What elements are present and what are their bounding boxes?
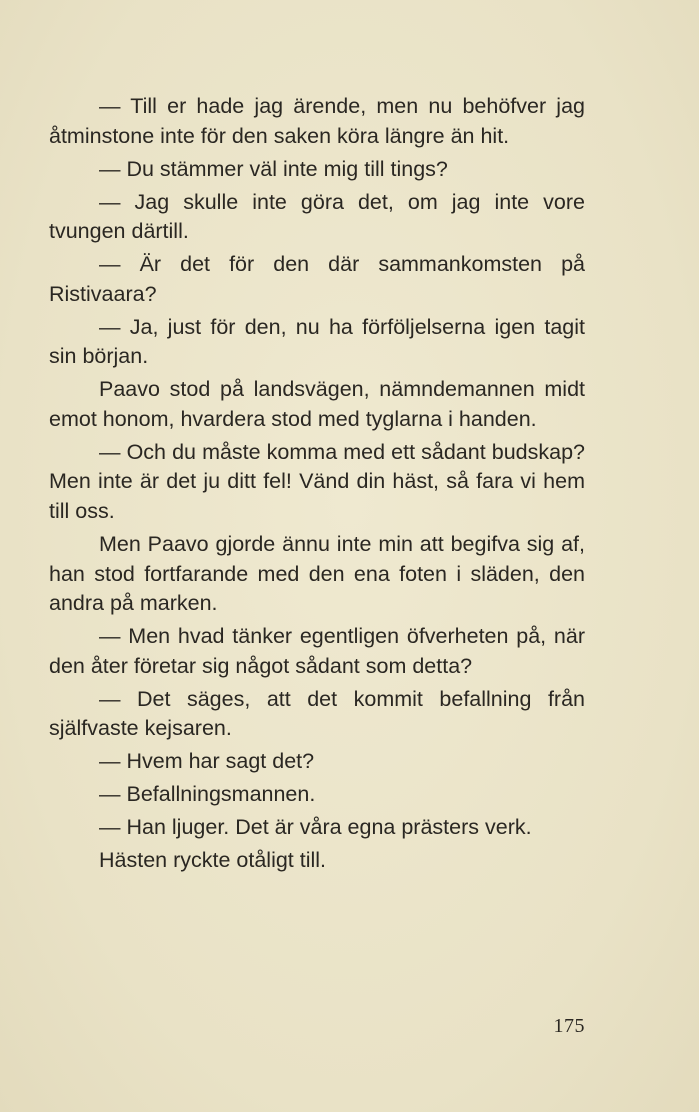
paragraph: — Och du måste komma med ett sådant budskap? Men inte är det ju ditt fel! Vänd din häst, så fara vi hem till oss. bbox=[49, 439, 585, 524]
paragraph: — Jag skulle inte göra det, om jag inte vore tvungen därtill. bbox=[49, 189, 585, 244]
paragraph: — Det säges, att det kommit befallning från själfvaste kejsaren. bbox=[49, 686, 585, 741]
paragraph: — Är det för den där sammankomsten på Ristivaara? bbox=[49, 252, 585, 306]
paragraph: — Till er hade jag ärende, men nu behöfver jag åtminstone inte för den saken köra längre än hit. bbox=[49, 94, 585, 148]
page-number: 175 bbox=[553, 1015, 585, 1037]
paragraph: Men Paavo gjorde ännu inte min att begifva sig af, han stod fortfarande med den ena foten i släden, den andra på marken. bbox=[49, 532, 585, 616]
paragraph: — Hvem har sagt det? bbox=[99, 749, 315, 774]
paragraph: — Befallningsmannen. bbox=[99, 782, 316, 807]
page-text bbox=[49, 92, 585, 876]
paragraph: Hästen ryckte otåligt till. bbox=[99, 848, 327, 873]
paragraph: — Han ljuger. Det är våra egna prästers verk. bbox=[99, 815, 532, 840]
paragraph: — Du stämmer väl inte mig till tings? bbox=[99, 156, 448, 181]
paragraph: Paavo stod på landsvägen, nämndemannen midt emot honom, hvardera stod med tyglarna i handen. bbox=[49, 377, 585, 431]
paragraph: — Ja, just för den, nu ha förföljelserna igen tagit sin början. bbox=[49, 314, 585, 369]
paragraph: — Men hvad tänker egentligen öfverheten på, när den åter företar sig något sådant som detta? bbox=[49, 624, 585, 678]
